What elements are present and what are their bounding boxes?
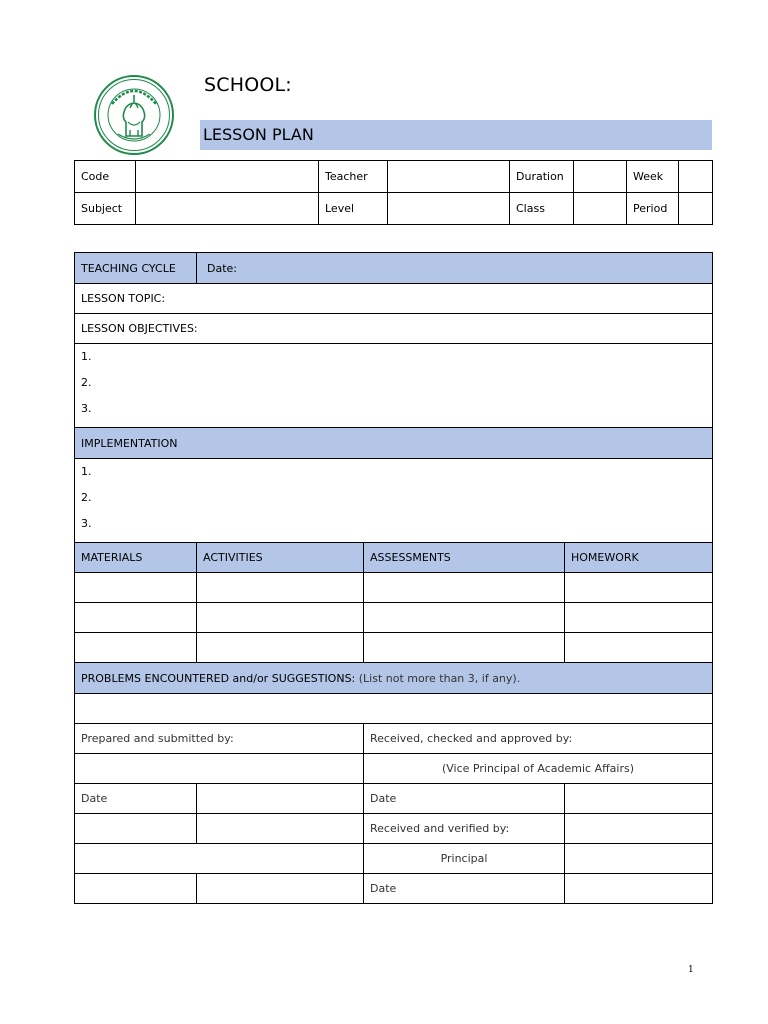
class-label: Class [510,193,574,225]
blank-cell[interactable] [75,874,197,904]
problems-label: PROBLEMS ENCOUNTERED and/or SUGGESTIONS: [81,671,356,685]
level-field[interactable] [388,193,510,225]
teacher-field[interactable] [388,161,510,193]
problems-row [75,663,713,694]
date-field-2[interactable] [565,784,713,814]
implementation-item: 3. [81,517,92,530]
duration-field[interactable] [574,161,627,193]
materials-cell[interactable] [75,633,197,663]
materials-cell[interactable] [75,573,197,603]
homework-cell[interactable] [565,603,713,633]
vice-principal-label: (Vice Principal of Academic Affairs) [364,754,713,784]
prepared-signature-field[interactable] [75,754,364,784]
period-field[interactable] [679,193,713,225]
homework-cell[interactable] [565,633,713,663]
blank-cell[interactable] [75,814,197,844]
implementation-label: IMPLEMENTATION [75,428,713,459]
date-label-3: Date [364,874,565,904]
date-label-2: Date [364,784,565,814]
materials-header: MATERIALS [75,543,197,573]
objective-item: 3. [81,402,92,415]
objective-item: 2. [81,376,92,389]
homework-cell[interactable] [565,573,713,603]
principal-signature-field[interactable] [565,844,713,874]
lesson-topic-label[interactable]: LESSON TOPIC: [75,284,713,314]
homework-header: HOMEWORK [565,543,713,573]
date-field-3[interactable] [565,874,713,904]
principal-label: Principal [364,844,565,874]
code-field[interactable] [136,161,319,193]
level-label: Level [319,193,388,225]
teacher-label: Teacher [319,161,388,193]
lesson-objectives-label[interactable]: LESSON OBJECTIVES: [75,314,713,344]
blank-cell[interactable] [197,874,364,904]
implementation-item: 2. [81,491,92,504]
activities-header: ACTIVITIES [197,543,364,573]
code-label: Code [75,161,136,193]
lesson-plan-table [74,252,713,904]
prepared-by-label: Prepared and submitted by: [75,724,364,754]
school-seal-logo [92,74,176,156]
blank-cell[interactable] [197,814,364,844]
school-label: SCHOOL: [204,74,292,96]
activities-cell[interactable] [197,573,364,603]
implementation-list[interactable] [75,459,713,543]
period-label: Period [627,193,679,225]
subject-field[interactable] [136,193,319,225]
date-label-1: Date [75,784,197,814]
activities-cell[interactable] [197,603,364,633]
week-field[interactable] [679,161,713,193]
received-checked-label: Received, checked and approved by: [364,724,713,754]
teaching-cycle-label: TEACHING CYCLE [75,253,197,284]
objective-item: 1. [81,350,92,363]
received-verified-field[interactable] [565,814,713,844]
problems-note: (List not more than 3, if any). [355,671,521,685]
received-verified-label: Received and verified by: [364,814,565,844]
week-label: Week [627,161,679,193]
assessments-cell[interactable] [364,573,565,603]
date-field-1[interactable] [197,784,364,814]
implementation-item: 1. [81,465,92,478]
assessments-header: ASSESSMENTS [364,543,565,573]
assessments-cell[interactable] [364,603,565,633]
subject-label: Subject [75,193,136,225]
problems-field[interactable] [75,694,713,724]
materials-cell[interactable] [75,603,197,633]
info-table [74,160,713,225]
activities-cell[interactable] [197,633,364,663]
duration-label: Duration [510,161,574,193]
date-label[interactable]: Date: [197,253,713,284]
objectives-list[interactable] [75,344,713,428]
class-field[interactable] [574,193,627,225]
page-number: 1 [688,965,694,975]
blank-merged-cell[interactable] [75,844,364,874]
assessments-cell[interactable] [364,633,565,663]
lesson-plan-title: LESSON PLAN [200,120,712,150]
